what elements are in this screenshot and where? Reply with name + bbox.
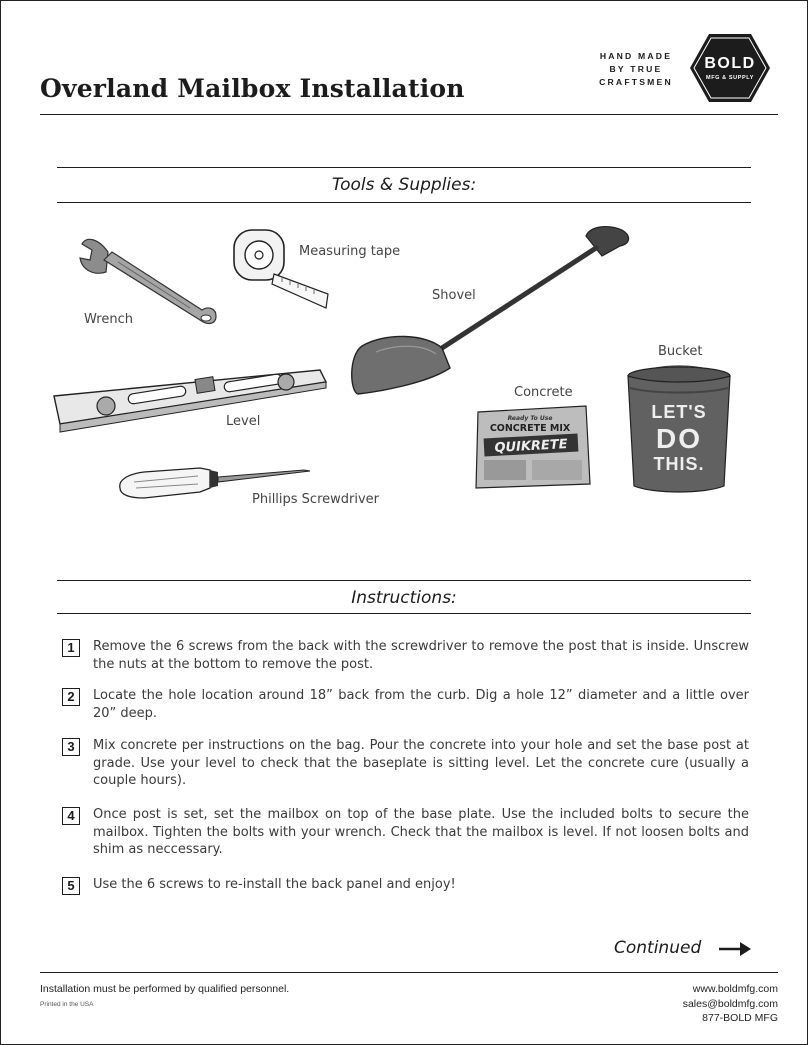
level-label: Level [226,414,261,429]
step-text: Locate the hole location around 18” back from the curb. Dig a hole 12” diameter and a little over 20” deep. [93,688,749,721]
tagline-line-3: CRAFTSMEN [599,77,673,87]
step-number: 1 [62,639,80,657]
tools-top-rule [57,167,751,168]
header-divider [40,114,778,115]
step-text: Remove the 6 screws from the back with the screwdriver to remove the post that is inside. Unscrew the nuts at the bottom to remove the post. [93,639,749,672]
concrete-bag-brand: QUIKRETE [494,437,569,456]
footer-divider [40,972,778,973]
bold-logo [688,32,772,104]
tagline [590,50,682,89]
step-text: Once post is set, set the mailbox on top of the base plate. Use the included bolts to secure the mailbox. Tighten the bolts with your wrench. Check that the mailbox is level. If not loosen bolts and shim as neccessary. [93,807,749,857]
footer-email[interactable]: sales@boldmfg.com [682,997,778,1010]
shovel-label: Shovel [432,288,476,303]
bucket-image [624,362,734,494]
tools-bottom-rule [57,202,751,203]
footer-website[interactable]: www.boldmfg.com [692,983,778,995]
arrow-right-icon[interactable] [718,940,752,958]
step-text: Use the 6 screws to re-install the back panel and enjoy! [93,877,456,892]
footer-phone: 877-BOLD MFG [702,1012,778,1024]
instructions-bottom-rule [57,613,751,614]
instructions-heading: Instructions: [351,588,457,608]
measuring-tape-label: Measuring tape [299,244,401,259]
concrete-bag-image [472,404,594,492]
bucket-text-line-3: THIS. [653,454,705,474]
level-image [50,366,330,438]
concrete-label: Concrete [514,385,573,400]
shovel-image [346,222,636,402]
instructions-top-rule [57,580,751,581]
footer-printed: Printed in the USA [40,1001,94,1008]
page-title: Overland Mailbox Installation [40,74,465,103]
footer-disclaimer: Installation must be performed by qualified personnel. [40,983,290,995]
concrete-bag-top: Ready To Use [507,415,553,422]
logo-subtitle: MFG & SUPPLY [706,75,754,81]
logo-name: BOLD [704,55,756,72]
step-number: 5 [62,877,80,895]
tools-heading: Tools & Supplies: [331,175,477,195]
step-text: Mix concrete per instructions on the bag. Pour the concrete into your hole and set the base post at grade. Use your level to check that the baseplate is sitting level. Let the concrete cure (usually a couple hours). [93,738,749,788]
step-number: 2 [62,688,80,706]
screwdriver-label: Phillips Screwdriver [252,492,380,507]
continued-link[interactable]: Continued [614,938,702,958]
bucket-text-line-2: DO [656,423,702,454]
tagline-line-1: HAND MADE [599,51,673,61]
tagline-line-2: BY TRUE [609,64,663,74]
footer-contact [683,982,778,1026]
bucket-label: Bucket [658,344,703,359]
concrete-bag-product: CONCRETE MIX [489,423,571,434]
measuring-tape-image [230,224,340,316]
step-number: 3 [62,738,80,756]
bucket-text-line-1: LET'S [651,402,707,422]
wrench-label: Wrench [84,312,133,327]
step-number: 4 [62,807,80,825]
